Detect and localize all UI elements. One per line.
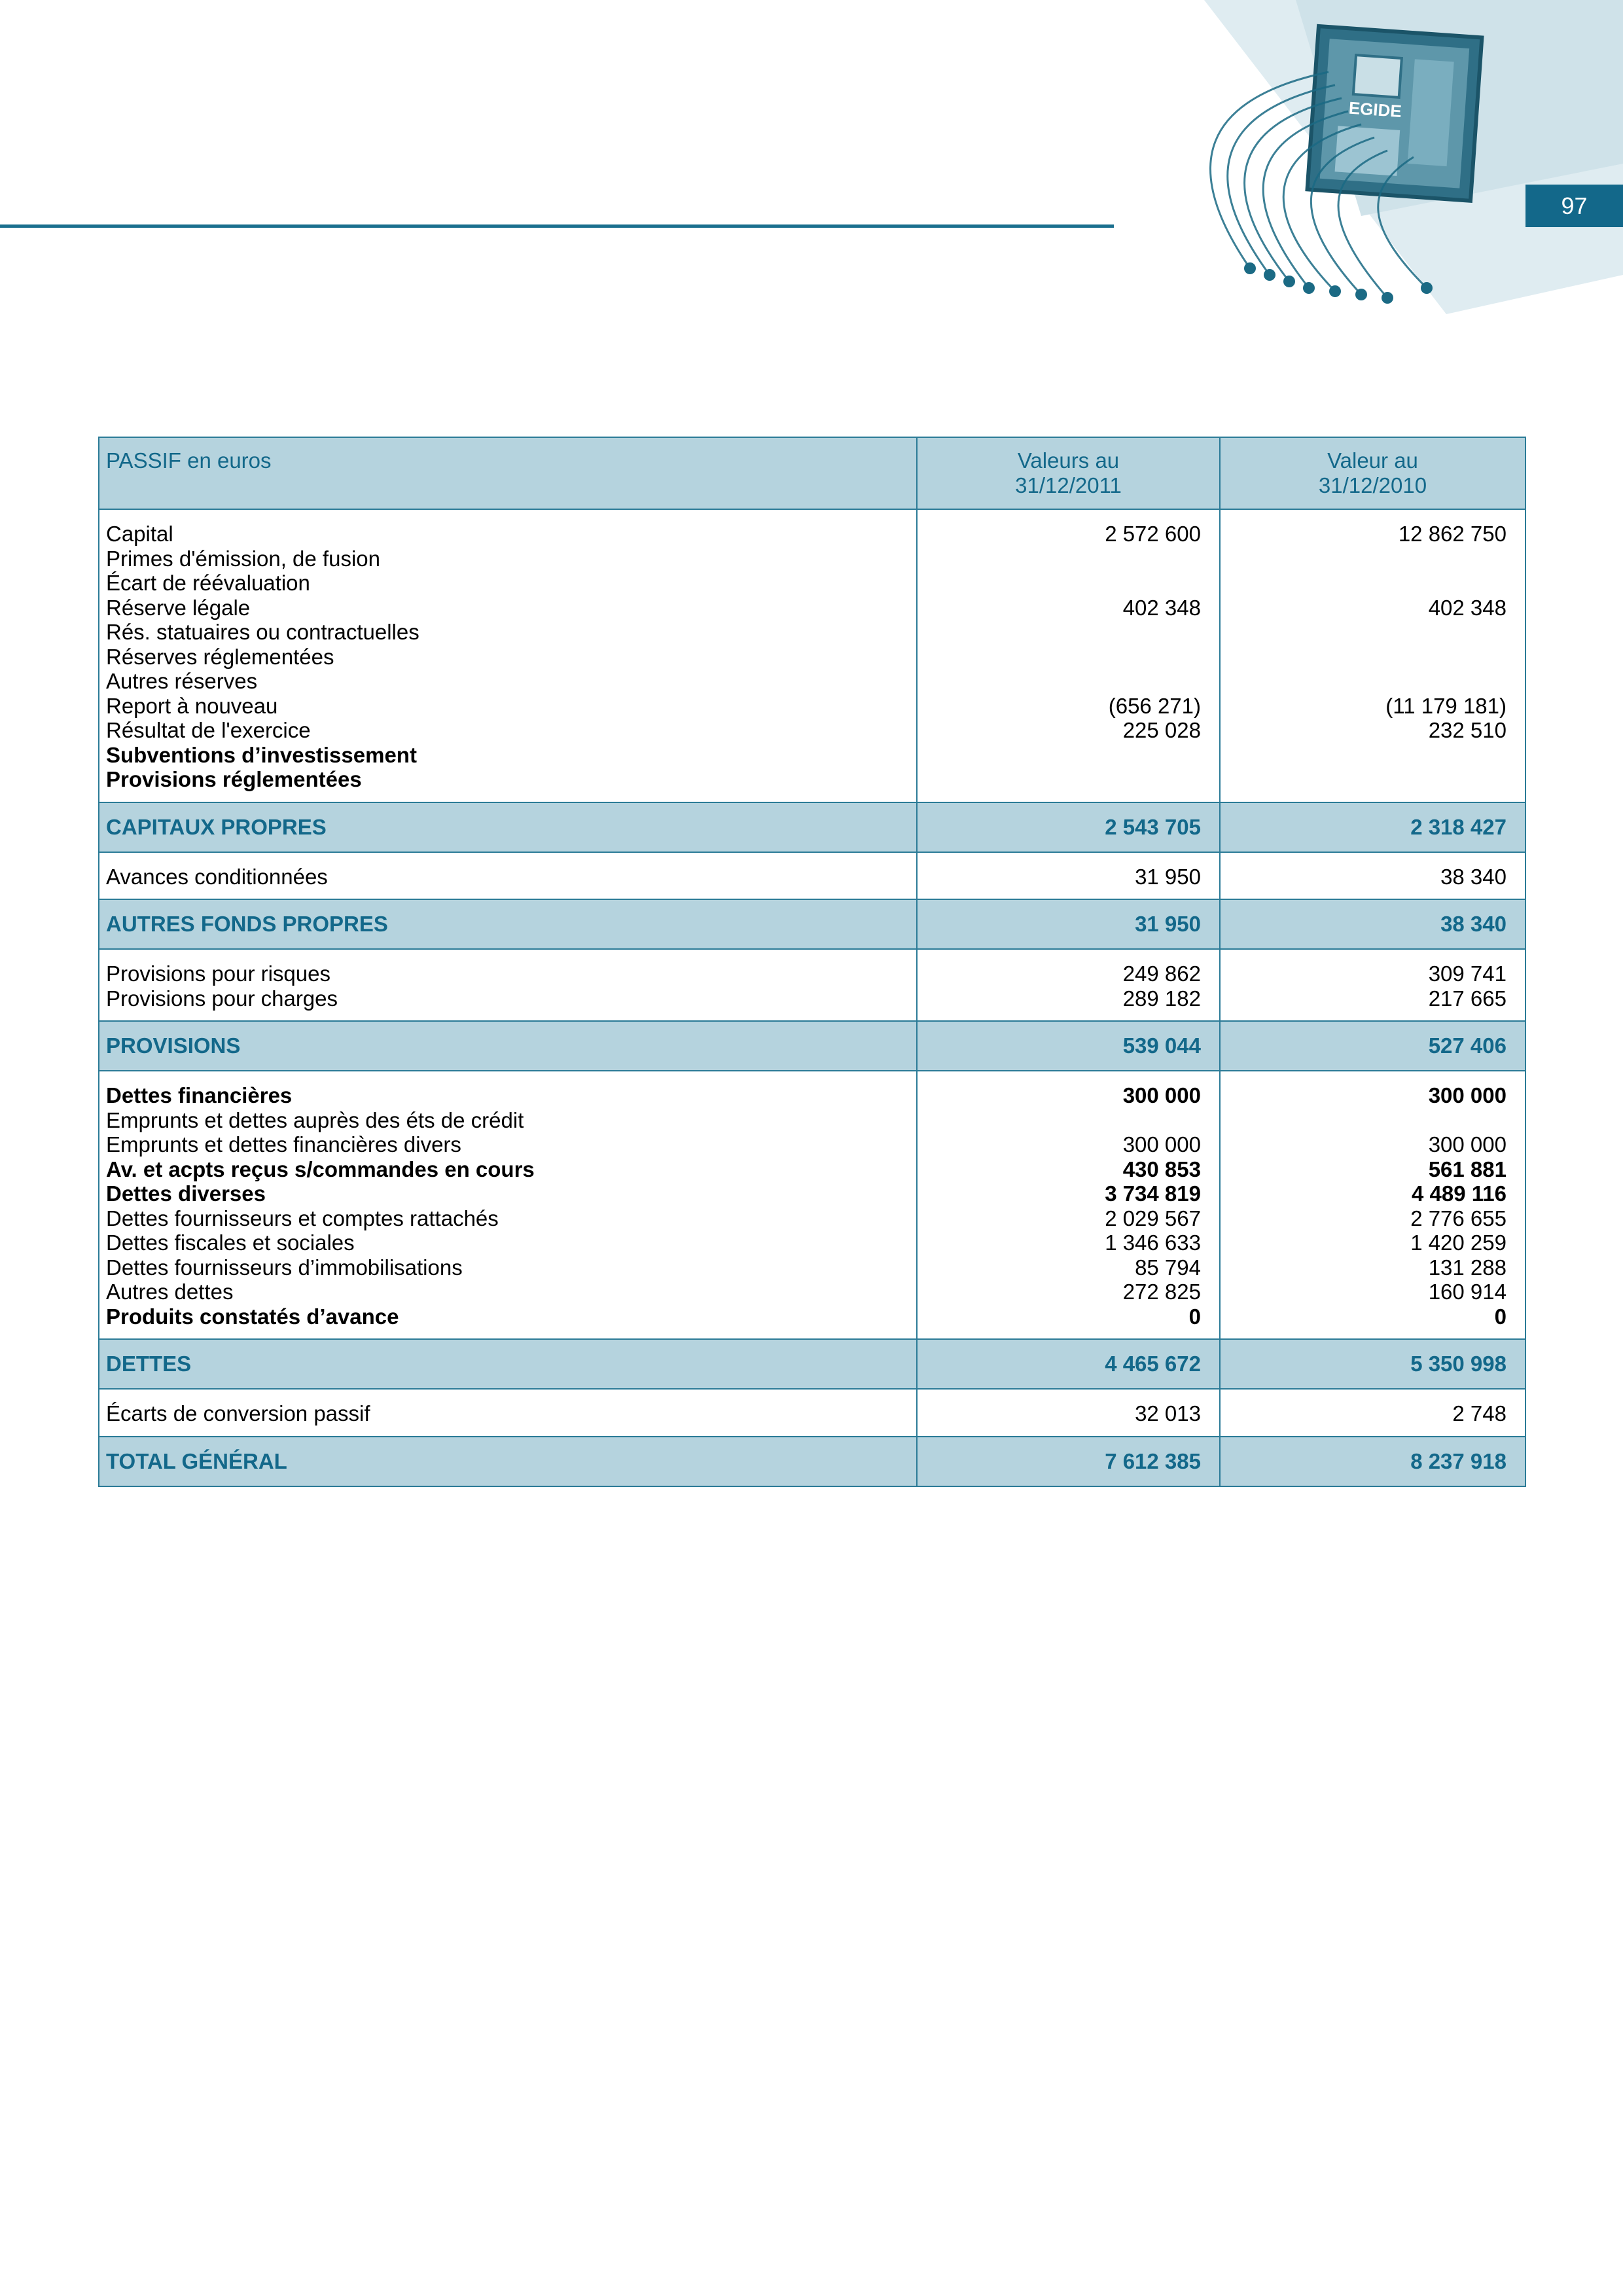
value-2010-cell (1220, 509, 1525, 802)
total-row-label: AUTRES FONDS PROPRES (99, 899, 917, 949)
row-label: Emprunts et dettes financières divers (106, 1132, 461, 1157)
value-2011 (924, 743, 1201, 768)
total-value-2011: 539 044 (917, 1021, 1220, 1071)
row-label: Report à nouveau (106, 693, 278, 718)
value-2010: 402 348 (1428, 595, 1507, 620)
row-label: Capital (106, 522, 173, 546)
value-2010 (1227, 743, 1507, 768)
row-label: Autres dettes (106, 1280, 234, 1304)
total-value-2011: 2 543 705 (917, 802, 1220, 852)
value-2010: 300 000 (1428, 1083, 1507, 1107)
total-value-2010: 527 406 (1220, 1021, 1525, 1071)
section-detail-row (99, 949, 1525, 1021)
total-value-2011: 31 950 (917, 899, 1220, 949)
value-2010-cell (1220, 1389, 1525, 1437)
table-header-row (99, 437, 1525, 509)
value-2011: 289 182 (1122, 986, 1201, 1011)
total-row-label: CAPITAUX PROPRES (99, 802, 917, 852)
row-label: Dettes financières (106, 1083, 293, 1107)
header-2010 (1220, 437, 1525, 509)
value-2011: 2 029 567 (1105, 1206, 1201, 1230)
row-label: Écart de réévaluation (106, 571, 310, 595)
row-label: Produits constatés d’avance (106, 1304, 399, 1329)
value-2011: 1 346 633 (1105, 1230, 1201, 1255)
row-label: Autres réserves (106, 669, 258, 693)
value-2010-cell (1220, 949, 1525, 1021)
value-2011-cell (917, 509, 1220, 802)
value-2011-cell (917, 1389, 1220, 1437)
row-label-cell (99, 509, 917, 802)
value-2011: 0 (1188, 1304, 1201, 1329)
value-2011 (924, 767, 1201, 792)
value-2011: 32 013 (1135, 1401, 1201, 1426)
value-2011 (924, 645, 1201, 670)
total-row-label: PROVISIONS (99, 1021, 917, 1071)
value-2010: 217 665 (1428, 986, 1507, 1011)
section-total-row (99, 802, 1525, 852)
header-2011-line2: 31/12/2011 (1015, 473, 1122, 497)
row-label: Écarts de conversion passif (106, 1401, 370, 1426)
header-2010-line2: 31/12/2010 (1318, 473, 1427, 497)
value-2010: 2 748 (1452, 1401, 1507, 1426)
row-label: Rés. statuaires ou contractuelles (106, 620, 419, 644)
header-rule (0, 224, 1114, 228)
value-2011: 300 000 (1122, 1132, 1201, 1157)
value-2010 (1227, 669, 1507, 694)
value-2010: 561 881 (1428, 1157, 1507, 1181)
total-value-2010: 8 237 918 (1220, 1437, 1525, 1486)
section-total-row (99, 899, 1525, 949)
value-2010-cell (1220, 852, 1525, 900)
page-number: 97 (1525, 185, 1623, 227)
row-label: Dettes fournisseurs d’immobilisations (106, 1255, 463, 1280)
header-2011-line1: Valeurs au (1017, 448, 1120, 473)
row-label: Provisions pour risques (106, 961, 330, 986)
value-2011: (656 271) (1108, 693, 1201, 718)
row-label-cell (99, 949, 917, 1021)
row-label-cell (99, 852, 917, 900)
total-value-2011: 4 465 672 (917, 1339, 1220, 1389)
value-2010 (1227, 547, 1507, 571)
section-detail-row (99, 509, 1525, 802)
value-2011: 3 734 819 (1105, 1181, 1201, 1206)
value-2011: 225 028 (1122, 718, 1201, 742)
value-2011: 31 950 (1135, 864, 1201, 889)
value-2011 (924, 571, 1201, 596)
total-value-2010: 2 318 427 (1220, 802, 1525, 852)
value-2011: 300 000 (1122, 1083, 1201, 1107)
value-2010: 300 000 (1428, 1132, 1507, 1157)
header-label: PASSIF en euros (99, 437, 917, 509)
value-2010 (1227, 645, 1507, 670)
value-2010: 12 862 750 (1398, 522, 1507, 546)
section-total-row (99, 1021, 1525, 1071)
value-2011: 2 572 600 (1105, 522, 1201, 546)
total-row-label: TOTAL GÉNÉRAL (99, 1437, 917, 1486)
value-2010 (1227, 1108, 1507, 1133)
value-2011: 402 348 (1122, 595, 1201, 620)
value-2010: 2 776 655 (1410, 1206, 1507, 1230)
value-2011: 430 853 (1122, 1157, 1201, 1181)
row-label: Réserves réglementées (106, 644, 334, 669)
row-label-cell (99, 1389, 917, 1437)
value-2010: 38 340 (1440, 864, 1507, 889)
value-2011 (924, 620, 1201, 645)
value-2011-cell (917, 949, 1220, 1021)
header-2011 (917, 437, 1220, 509)
row-label: Av. et acpts reçus s/commandes en cours (106, 1157, 535, 1181)
total-value-2011: 7 612 385 (917, 1437, 1220, 1486)
row-label: Dettes fiscales et sociales (106, 1230, 355, 1255)
row-label: Subventions d’investissement (106, 742, 417, 767)
value-2010: 309 741 (1428, 961, 1507, 986)
value-2011: 85 794 (1135, 1255, 1201, 1280)
value-2011: 249 862 (1122, 961, 1201, 986)
row-label: Provisions pour charges (106, 986, 338, 1011)
value-2010 (1227, 571, 1507, 596)
row-label: Primes d'émission, de fusion (106, 546, 380, 571)
row-label: Réserve légale (106, 595, 251, 620)
header-2010-line1: Valeur au (1327, 448, 1418, 473)
row-label: Provisions réglementées (106, 767, 362, 791)
row-label: Résultat de l'exercice (106, 718, 311, 742)
value-2011-cell (917, 852, 1220, 900)
value-2010 (1227, 767, 1507, 792)
section-detail-row (99, 852, 1525, 900)
value-2011 (924, 547, 1201, 571)
row-label: Dettes diverses (106, 1181, 266, 1206)
value-2011: 272 825 (1122, 1280, 1201, 1304)
value-2010: 4 489 116 (1412, 1181, 1507, 1206)
value-2010: 1 420 259 (1410, 1230, 1507, 1255)
row-label: Avances conditionnées (106, 864, 328, 889)
row-label-cell (99, 1071, 917, 1339)
egide-chip-illustration (1165, 0, 1623, 321)
row-label: Dettes fournisseurs et comptes rattachés (106, 1206, 499, 1230)
egide-logo: EGIDE (1347, 98, 1402, 122)
value-2010: 232 510 (1428, 718, 1507, 742)
passif-table (98, 437, 1526, 1487)
value-2011 (924, 1108, 1201, 1133)
value-2010-cell (1220, 1071, 1525, 1339)
section-detail-row (99, 1071, 1525, 1339)
value-2011-cell (917, 1071, 1220, 1339)
value-2011 (924, 669, 1201, 694)
value-2010: 0 (1494, 1304, 1507, 1329)
value-2010 (1227, 620, 1507, 645)
value-2010: 160 914 (1428, 1280, 1507, 1304)
value-2010: (11 179 181) (1385, 693, 1507, 718)
section-total-row (99, 1437, 1525, 1486)
value-2010: 131 288 (1428, 1255, 1507, 1280)
total-value-2010: 38 340 (1220, 899, 1525, 949)
total-row-label: DETTES (99, 1339, 917, 1389)
row-label: Emprunts et dettes auprès des éts de crédit (106, 1107, 524, 1132)
section-total-row (99, 1339, 1525, 1389)
total-value-2010: 5 350 998 (1220, 1339, 1525, 1389)
section-detail-row (99, 1389, 1525, 1437)
